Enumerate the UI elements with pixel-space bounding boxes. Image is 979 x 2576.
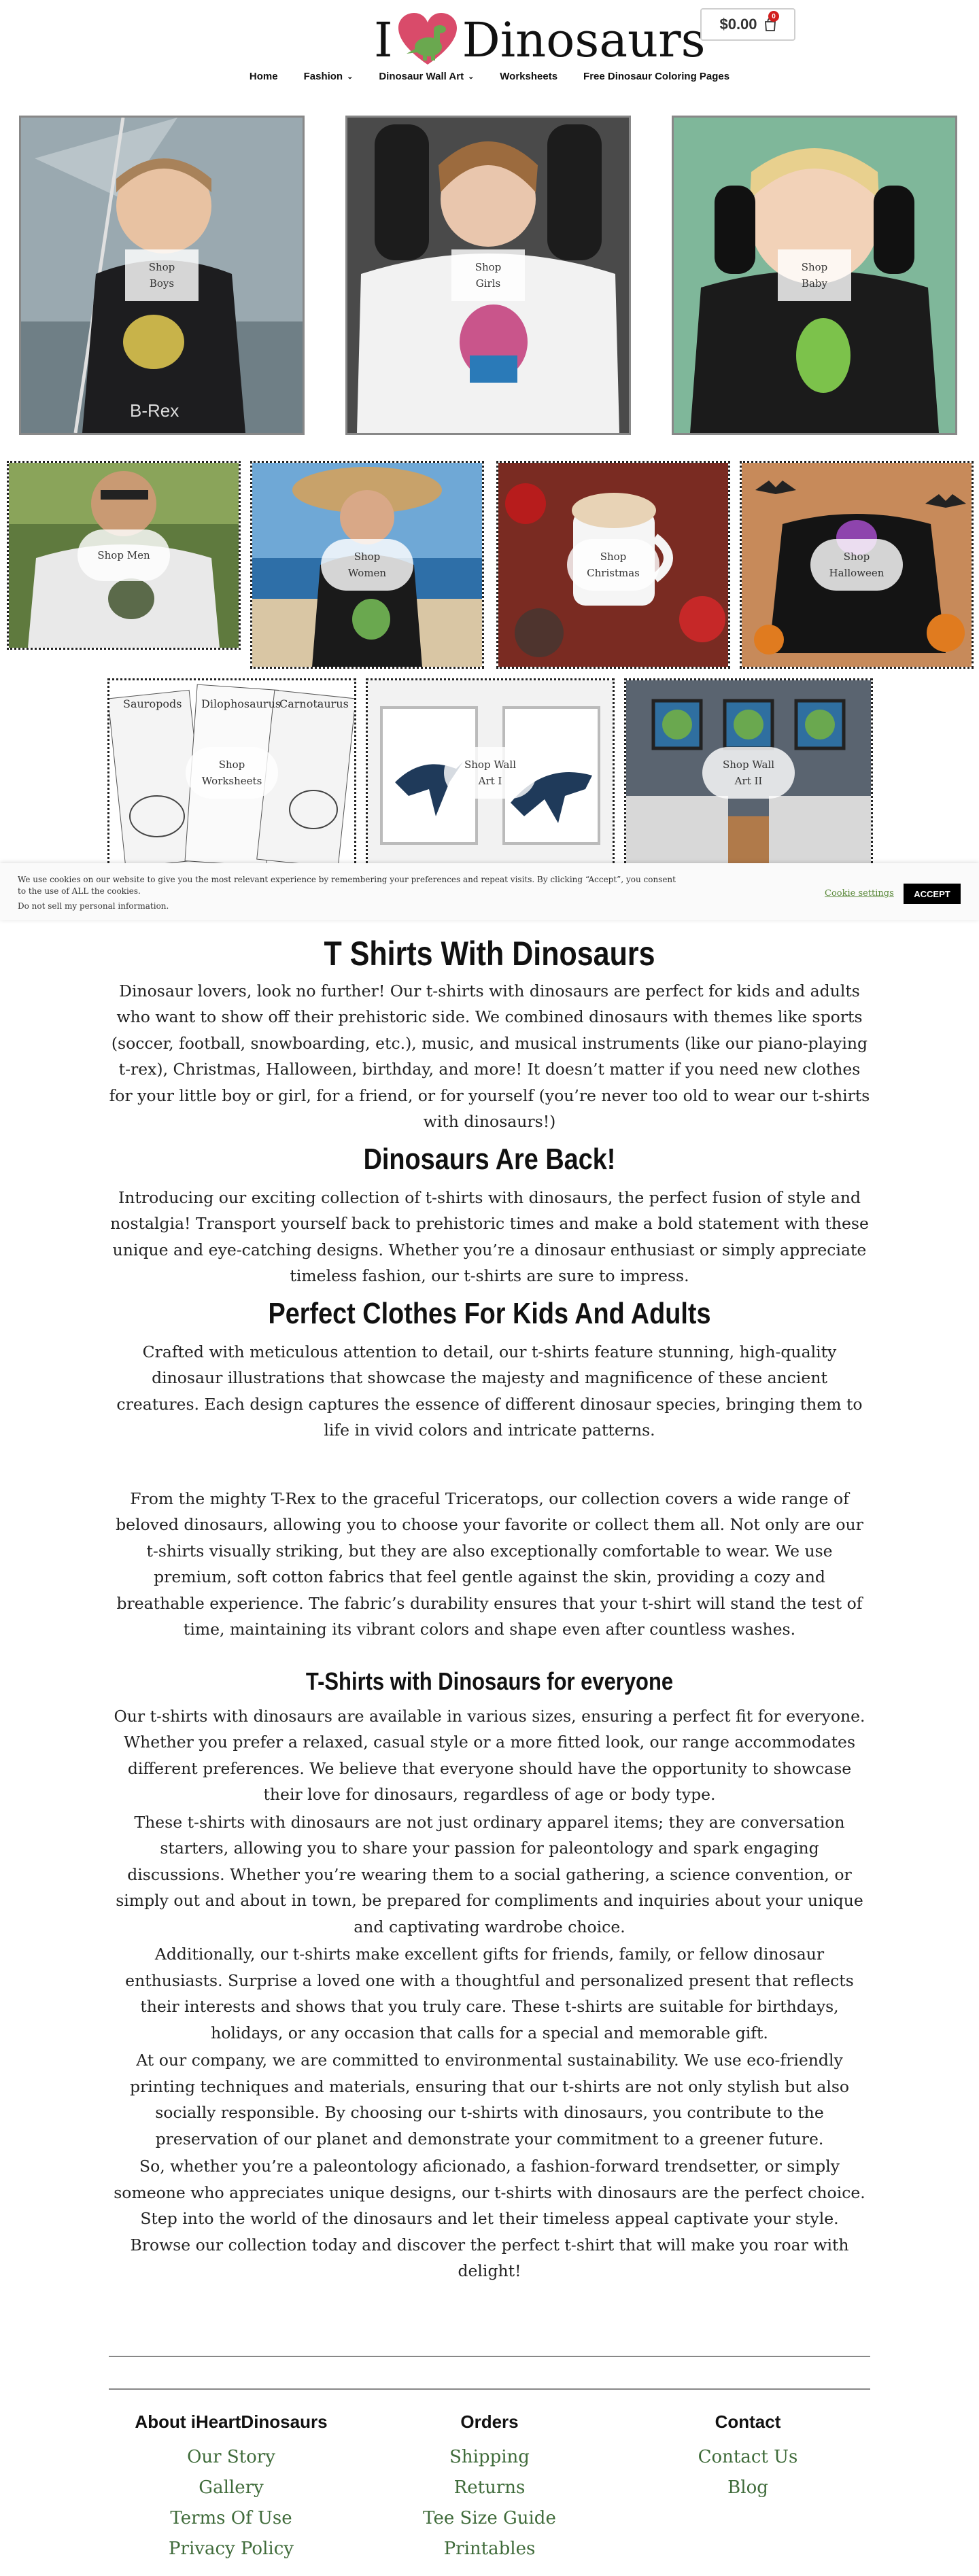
paragraph-conversation: These t-shirts with dinosaurs are not just ordinary apparel items; they are conversation starters, allowing you to share your passion for paleontology and spark engaging discussions. Whether you’re wearing them to a social gathering, a science convention, or simply out and about in town, be prepared for compliments and inquiries about your unique and captivating wardrobe choice. bbox=[116, 1812, 863, 1936]
page-title: T Shirts With Dinosaurs bbox=[324, 935, 655, 973]
site-header bbox=[0, 0, 979, 102]
cookie-consent-bar bbox=[0, 863, 979, 920]
nav-fashion[interactable] bbox=[304, 71, 354, 82]
shop-girls-tile[interactable] bbox=[345, 116, 631, 435]
nav-fashion-label: Fashion bbox=[303, 71, 343, 82]
shop-wall-art-1-tile[interactable] bbox=[366, 678, 615, 867]
svg-text:Dilophosaurus: Dilophosaurus bbox=[201, 697, 281, 710]
cart-button[interactable] bbox=[700, 8, 795, 41]
chevron-down-icon: ⌄ bbox=[347, 73, 354, 81]
footer-about-column bbox=[109, 2412, 354, 2564]
cart-total: $0.00 bbox=[719, 16, 757, 33]
footer-link-printables[interactable]: Printables bbox=[443, 2539, 536, 2559]
paragraph-closing: So, whether you’re a paleontology aficionado, a fashion-forward trendsetter, or simply someone who appreciates unique designs, our t-shirts with dinosaurs are the perfect choice. Step into the world of the dinosaurs and let their timeless appeal captivate your style. Browse our collection today and discover the perfect t-shirt that will make you roar with delight! bbox=[114, 2157, 865, 2280]
logo-wordmark: Dinosaurs bbox=[462, 12, 706, 68]
nav-worksheets-label: Worksheets bbox=[500, 71, 558, 82]
intro-paragraph: Dinosaur lovers, look no further! Our t-shirts with dinosaurs are perfect for kids and adults who want to show off their prehistoric side. We combined dinosaurs with themes like sports (soccer, football, snowboarding, etc.), music, and musical instruments (like our piano-playing t-rex), Christmas, Halloween, birthday, and more! It doesn’t matter if you need new clothes for your little boy or girl, for a friend, or for yourself (you’re never too old to wear our t-shirts with dinosaurs!) bbox=[109, 981, 870, 1131]
footer-link-shipping[interactable]: Shipping bbox=[449, 2447, 530, 2467]
shop-boys-tile[interactable] bbox=[19, 116, 305, 435]
section-heading-everyone: T-Shirts with Dinosaurs for everyone bbox=[305, 1667, 674, 1695]
nav-home[interactable] bbox=[250, 71, 278, 82]
cart-count-badge: 0 bbox=[768, 11, 779, 22]
footer-link-privacy[interactable]: Privacy Policy bbox=[169, 2539, 294, 2559]
shop-halloween-label: Shop Halloween bbox=[810, 539, 903, 591]
footer-link-gallery[interactable]: Gallery bbox=[199, 2477, 264, 2498]
paragraph-gifts: Additionally, our t-shirts make excellent gifts for friends, family, or fellow dinosaur enthusiasts. Surprise a loved one with a thoughtful and personalized present that reflects their interests and shows that you truly care. These t-shirts are suitable for birthdays, holidays, or any occasion that calls for a special and memorable gift. bbox=[125, 1945, 854, 2042]
nav-coloring-label: Free Dinosaur Coloring Pages bbox=[583, 71, 730, 82]
nav-wall-art-label: Dinosaur Wall Art bbox=[379, 71, 464, 82]
shop-girls-label: Shop Girls bbox=[451, 249, 525, 301]
paragraph-t-rex: From the mighty T-Rex to the graceful Triceratops, our collection covers a wide range of beloved dinosaurs, allowing you to choose your favorite or collect them all. Not only are our t-shirts visually striking, but they are also exceptionally comfortable to wear. We use premium, soft cotton fabrics that feel gentle against the skin, providing a cozy and breathable experience. The fabric’s durability ensures that your t-shirt will stand the test of time, maintaining its vibrant colors and shape even after countless washes. bbox=[116, 1489, 863, 1639]
footer-link-our-story[interactable]: Our Story bbox=[187, 2447, 275, 2467]
cookie-settings-link[interactable]: Cookie settings bbox=[825, 888, 894, 899]
nav-free-coloring-pages[interactable] bbox=[583, 71, 729, 82]
article-content bbox=[109, 924, 870, 2286]
footer-contact-column bbox=[625, 2412, 870, 2503]
shop-women-label: Shop Women bbox=[321, 539, 413, 591]
shop-wall-art-2-label: Shop Wall Art II bbox=[702, 747, 795, 799]
accept-cookies-button[interactable]: ACCEPT bbox=[904, 884, 961, 904]
nav-home-label: Home bbox=[249, 71, 278, 82]
site-logo[interactable] bbox=[374, 10, 706, 71]
nav-worksheets[interactable] bbox=[500, 71, 557, 82]
shop-baby-label: Shop Baby bbox=[778, 249, 851, 301]
shop-women-tile[interactable] bbox=[250, 461, 484, 669]
paragraph-introducing: Introducing our exciting collection of t-shirts with dinosaurs, the perfect fusion of style and nostalgia! Transport yourself back to prehistoric times and make a bold statement with these unique and eye-catching designs. Whether you’re a dinosaur enthusiast or simply appreciate timeless fashion, our t-shirts are sure to impress. bbox=[110, 1187, 869, 1285]
footer-link-blog[interactable]: Blog bbox=[727, 2477, 768, 2498]
footer-contact-title: Contact bbox=[715, 2412, 781, 2432]
svg-text:B-Rex: B-Rex bbox=[130, 400, 179, 421]
shop-worksheets-tile[interactable] bbox=[107, 678, 356, 867]
footer-link-terms[interactable]: Terms Of Use bbox=[170, 2508, 292, 2528]
section-heading-dinosaurs-back: Dinosaurs Are Back! bbox=[363, 1142, 616, 1176]
footer-link-contact-us[interactable]: Contact Us bbox=[698, 2447, 798, 2467]
shop-halloween-tile[interactable] bbox=[740, 461, 974, 669]
chevron-down-icon: ⌄ bbox=[468, 73, 475, 81]
shop-men-tile[interactable] bbox=[7, 461, 241, 650]
footer-orders-column bbox=[367, 2412, 612, 2564]
footer-divider-bottom bbox=[109, 2388, 870, 2390]
shop-wall-art-2-tile[interactable] bbox=[624, 678, 873, 867]
shop-christmas-tile[interactable] bbox=[496, 461, 730, 669]
paragraph-sizes: Our t-shirts with dinosaurs are available in various sizes, ensuring a perfect fit for everyone. Whether you prefer a relaxed, casual style or a more fitted look, our range accommodates different preferences. We believe that everyone should have the opportunity to showcase their love for dinosaurs, regardless of age or body type. bbox=[114, 1706, 865, 1804]
section-heading-perfect-clothes: Perfect Clothes For Kids And Adults bbox=[268, 1296, 711, 1330]
shop-baby-tile[interactable] bbox=[672, 116, 957, 435]
footer-link-size-guide[interactable]: Tee Size Guide bbox=[423, 2508, 556, 2528]
shop-boys-label: Shop Boys bbox=[125, 249, 199, 301]
do-not-sell-link[interactable]: Do not sell my personal information. bbox=[18, 901, 169, 911]
footer-link-returns[interactable]: Returns bbox=[453, 2477, 526, 2498]
footer-divider-top bbox=[109, 2356, 870, 2357]
footer-orders-title: Orders bbox=[460, 2412, 519, 2432]
nav-dinosaur-wall-art[interactable] bbox=[379, 71, 474, 82]
heart-dino-icon bbox=[397, 13, 458, 67]
cookie-message: We use cookies on our website to give you the most relevant experience by remembering your preferences and repeat visits. By clicking “Accept”, you consent to the use of ALL the cookies. bbox=[18, 875, 676, 897]
paragraph-sustainability: At our company, we are committed to environmental sustainability. We use eco-friendly printing techniques and materials, ensuring that our t-shirts are not only stylish but also socially responsible. By choosing our t-shirts with dinosaurs, you contribute to the preservation of our planet and demonstrate your commitment to a greener future. bbox=[129, 2051, 850, 2148]
svg-text:Carnotaurus: Carnotaurus bbox=[279, 697, 349, 710]
paragraph-crafted: Crafted with meticulous attention to detail, our t-shirts feature stunning, high-quality dinosaur illustrations that showcase the majesty and magnificence of these ancient creatures. Each design captures the essence of different dinosaur species, bringing them to life in vivid colors and intricate patterns. bbox=[116, 1342, 863, 1440]
shop-men-label: Shop Men bbox=[78, 529, 170, 581]
shop-christmas-label: Shop Christmas bbox=[567, 539, 659, 591]
shop-worksheets-label: Shop Worksheets bbox=[186, 747, 278, 799]
logo-letter-i: I bbox=[374, 12, 393, 68]
shop-wall-art-1-label: Shop Wall Art I bbox=[444, 747, 536, 799]
footer-about-title: About iHeartDinosaurs bbox=[135, 2412, 328, 2432]
svg-text:Sauropods: Sauropods bbox=[123, 697, 182, 710]
main-navigation bbox=[0, 71, 979, 82]
